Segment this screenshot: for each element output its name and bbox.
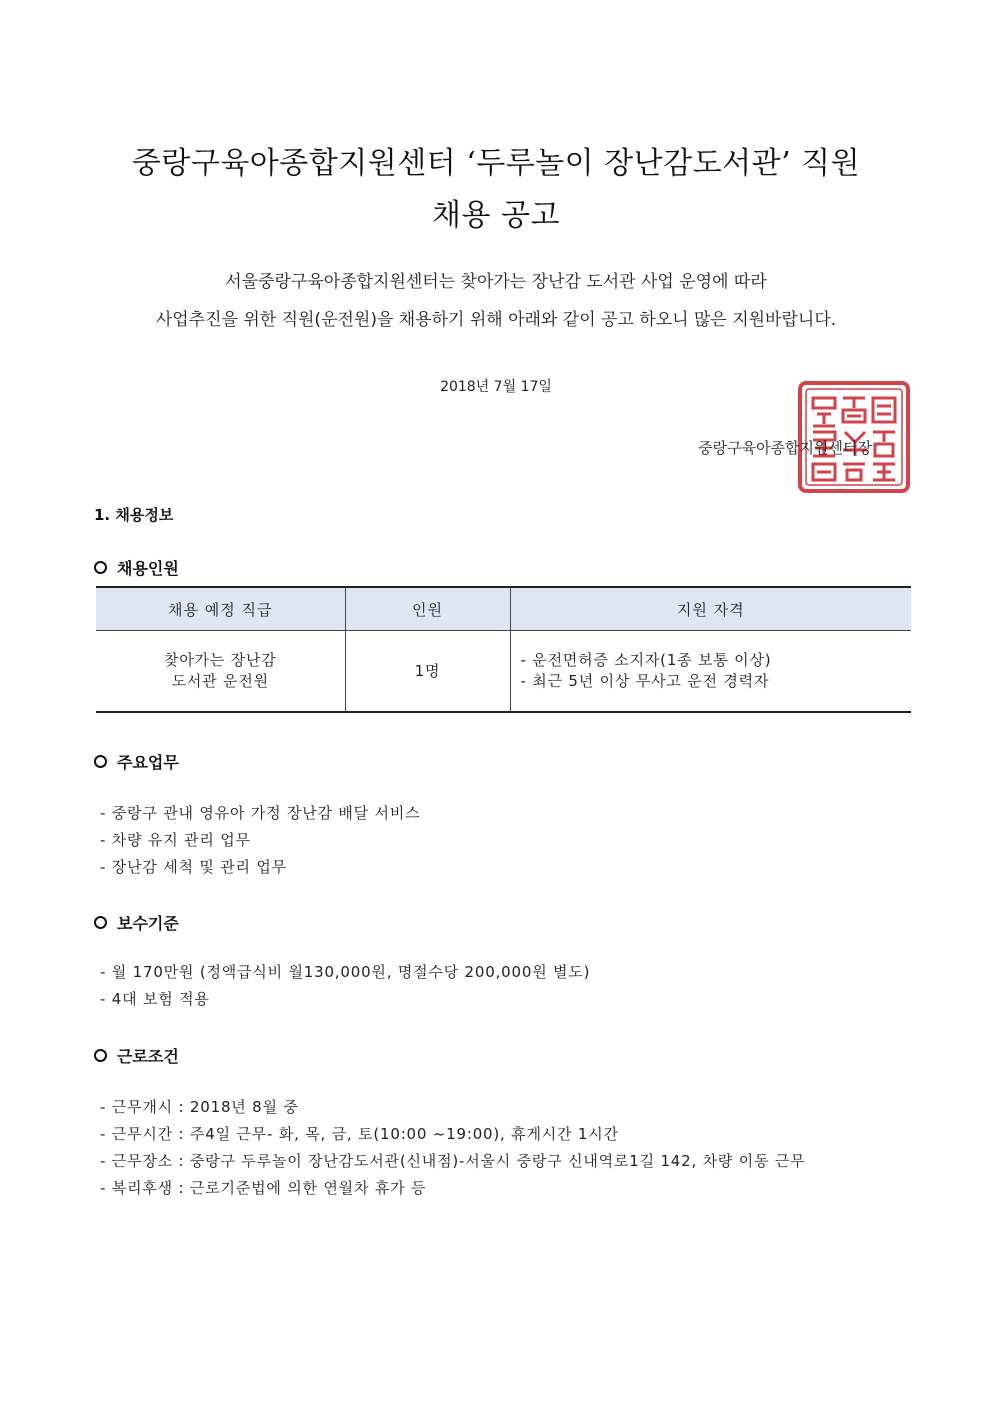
cell-count: 1명: [345, 631, 510, 713]
section-recruitment-info: 1. 채용정보: [94, 506, 174, 524]
intro-line-2: 사업추진을 위한 직원(운전원)을 채용하기 위해 아래와 같이 공고 하오니 많은 지원바랍니다.: [155, 310, 837, 330]
pay-list: [100, 959, 590, 1013]
position-line-2: 도서관 운전원: [171, 672, 269, 690]
organization-signature: 중랑구육아종합지원센터장: [698, 439, 872, 457]
recruitment-table: [96, 586, 911, 713]
cell-qualification: [510, 631, 911, 713]
duties-list: [100, 800, 420, 881]
header-position: 채용 예정 직급: [96, 587, 345, 631]
list-item: - 중랑구 관내 영유아 가정 장난감 배달 서비스: [100, 804, 421, 822]
circle-bullet-icon: [94, 916, 107, 929]
list-item: - 4대 보험 적용: [100, 990, 210, 1008]
subheading-recruitment-count: [94, 556, 179, 579]
list-item: - 월 170만원 (정액급식비 월130,000원, 명절수당 200,000원 별도): [100, 963, 591, 981]
announcement-date: 2018년 7월 17일: [440, 379, 552, 395]
subheading-label: 채용인원: [117, 559, 179, 578]
list-item: - 차량 유지 관리 업무: [100, 831, 251, 849]
list-item: - 장난감 세척 및 관리 업무: [100, 858, 287, 876]
header-qualification: 지원 자격: [510, 587, 911, 631]
table-header-row: [96, 587, 911, 631]
subheading-label: 주요업무: [117, 753, 179, 772]
list-item: - 복리후생 : 근로기준법에 의한 연월차 휴가 등: [100, 1179, 427, 1197]
circle-bullet-icon: [94, 1049, 107, 1062]
circle-bullet-icon: [94, 755, 107, 768]
subheading-pay: [94, 911, 179, 934]
cell-position: [96, 631, 345, 713]
position-line-1: 찾아가는 장난감: [163, 651, 277, 669]
circle-bullet-icon: [94, 561, 107, 574]
title-line-2: 채용 공고: [432, 198, 560, 233]
conditions-list: [100, 1094, 806, 1202]
subheading-conditions: [94, 1044, 179, 1067]
qualification-item: - 운전면허증 소지자(1종 보통 이상): [520, 651, 772, 669]
subheading-duties: [94, 750, 179, 773]
subheading-label: 근로조건: [117, 1047, 179, 1066]
intro-line-1: 서울중랑구육아종합지원센터는 찾아가는 장난감 도서관 사업 운영에 따라: [225, 272, 767, 292]
list-item: - 근무장소 : 중랑구 두루놀이 장난감도서관(신내점)-서울시 중랑구 신내역로1길 142, 차량 이동 근무: [100, 1152, 806, 1170]
qualification-item: - 최근 5년 이상 무사고 운전 경력자: [520, 672, 770, 690]
header-count: 인원: [345, 587, 510, 631]
subheading-label: 보수기준: [117, 914, 179, 933]
title-line-1: 중랑구육아종합지원센터 ‘두루놀이 장난감도서관’ 직원: [131, 146, 861, 181]
list-item: - 근무개시 : 2018년 8월 중: [100, 1098, 299, 1116]
list-item: - 근무시간 : 주4일 근무- 화, 목, 금, 토(10:00 ~19:00), 휴게시간 1시간: [100, 1125, 619, 1143]
table-row: [96, 631, 911, 713]
